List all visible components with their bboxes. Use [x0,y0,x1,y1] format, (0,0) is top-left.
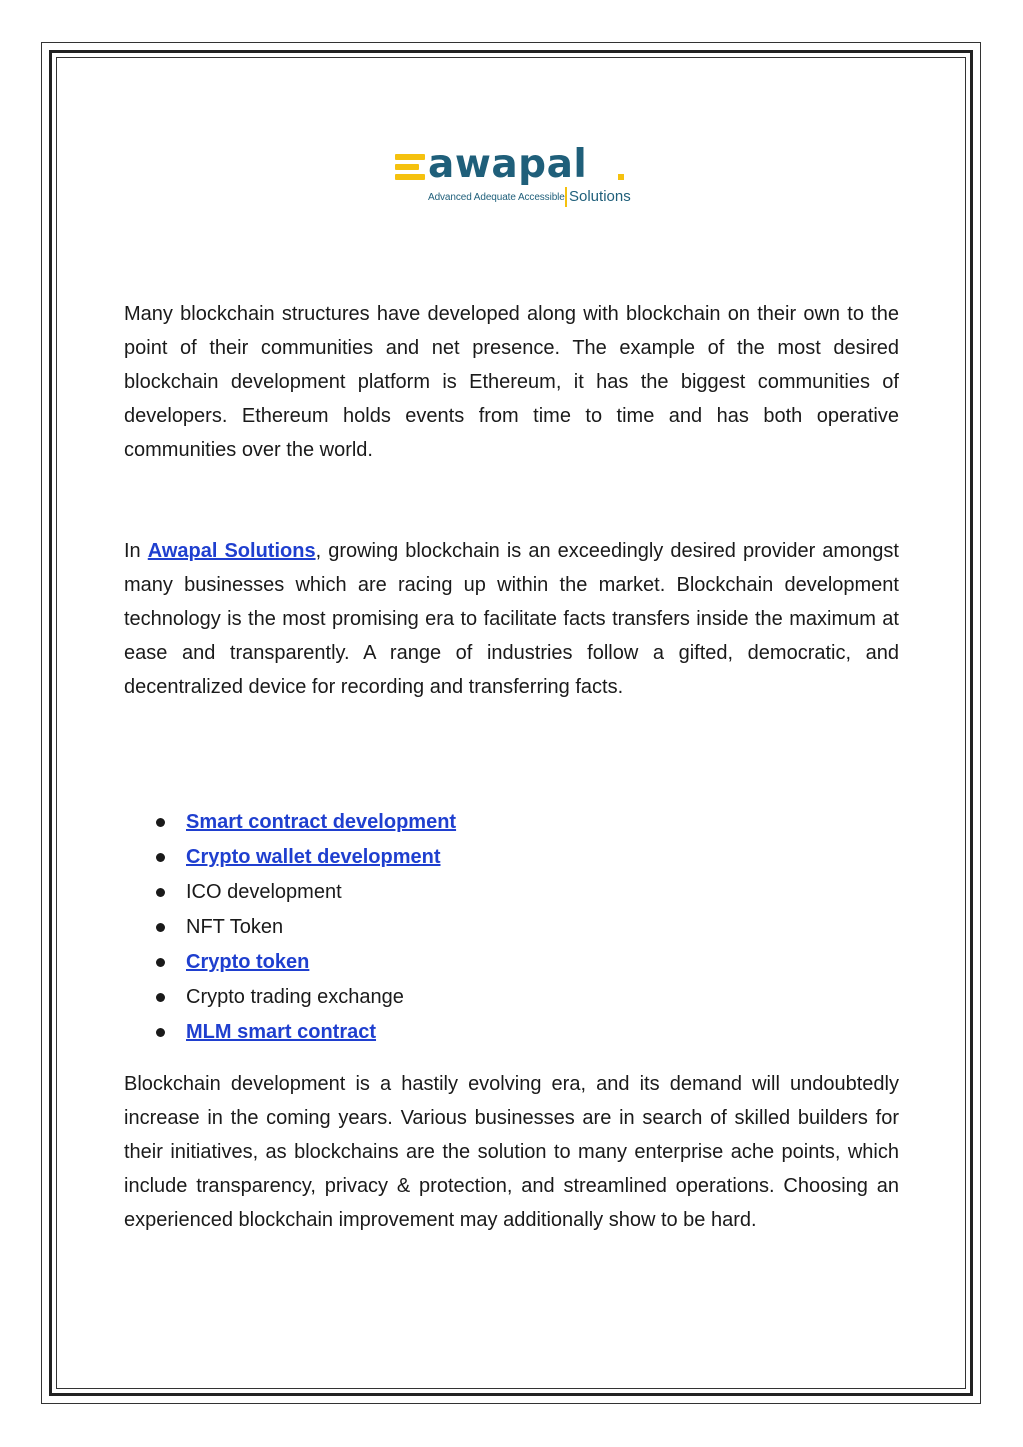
bullet-icon [156,993,165,1002]
list-item [150,910,456,945]
list-item [150,840,456,875]
bullet-icon [156,888,165,897]
services-list [150,805,456,1050]
logo-dot [618,174,624,180]
list-item [150,875,456,910]
logo-separator [565,187,567,207]
list-item [150,805,456,840]
bullet-icon [156,1028,165,1037]
service-label: Crypto trading exchange [186,986,404,1008]
bullet-icon [156,958,165,967]
closing-paragraph: Blockchain development is a hastily evolving era, and its demand will undoubtedly increase in the coming years. Various businesses are in search of skilled builders for their initiatives, as blockchains are the solution to many enterprise ache points, which include transparency, privacy & protection, and streamlined operations. Choosing an experienced blockchain improvement may additionally show to be hard. [124,1073,899,1231]
bullet-icon [156,923,165,932]
awapal-logo [392,142,632,208]
awapal-paragraph-prefix: In [124,540,148,562]
service-link[interactable]: Crypto token [186,951,310,973]
service-link[interactable]: MLM smart contract [186,1021,377,1043]
list-item [150,945,456,980]
awapal-solutions-link[interactable]: Awapal Solutions [147,540,316,562]
service-label: NFT Token [186,916,284,938]
bullet-icon [156,853,165,862]
awapal-paragraph [124,534,899,704]
service-link[interactable]: Smart contract development [186,811,457,833]
logo-bars-icon [395,154,425,180]
service-link[interactable]: Crypto wallet development [186,846,441,868]
list-item [150,1015,456,1050]
logo-tagline: Advanced Adequate Accessible [428,192,565,203]
logo-solutions: Solutions [569,188,631,205]
service-label: ICO development [186,881,342,903]
intro-paragraph: Many blockchain structures have developed along with blockchain on their own to the point of their communities and net presence. The example of the most desired blockchain development platform is Ethereum, it has the biggest communities of developers. Ethereum holds events from time to time and has both operative communities over the world. [124,303,899,461]
awapal-paragraph-suffix: , growing blockchain is an exceedingly desired provider amongst many businesses which are racing up within the market. Blockchain development technology is the most promising era to facilitate facts transfers inside the maximum at ease and transparently. A range of industries follow a gifted, democratic, and decentralized device for recording and transferring facts. [124,540,899,698]
bullet-icon [156,818,165,827]
list-item [150,980,456,1015]
logo-wordmark: awapal [428,142,588,187]
